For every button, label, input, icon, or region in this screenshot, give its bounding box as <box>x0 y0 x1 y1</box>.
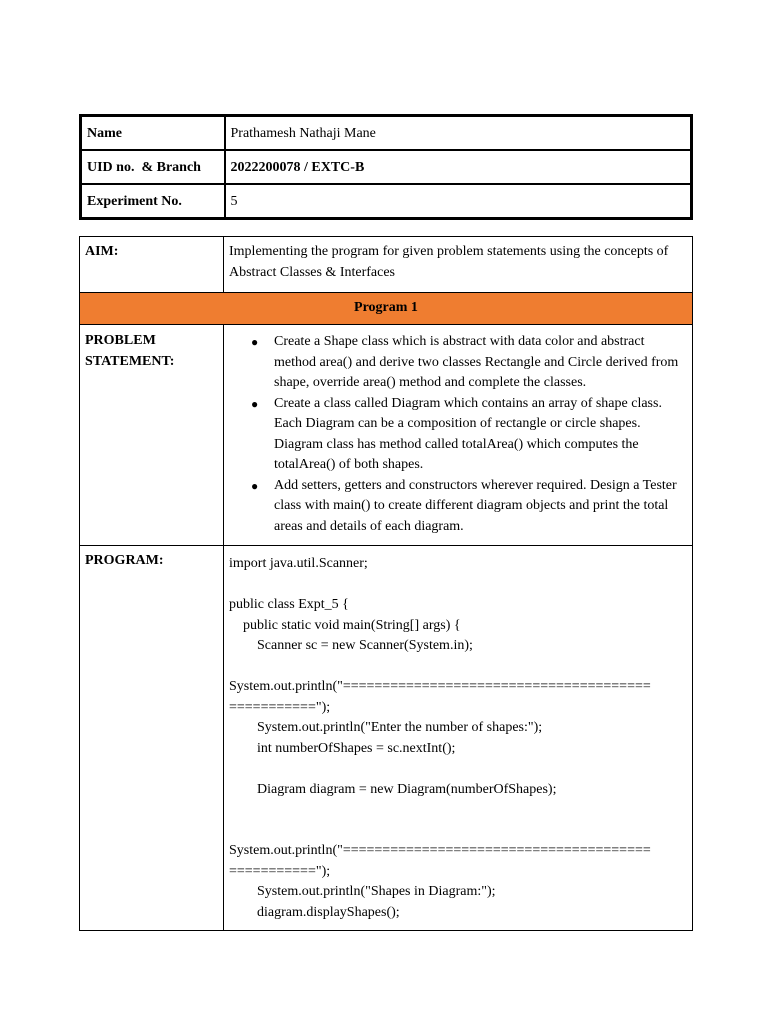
bullet-icon: ● <box>251 396 259 411</box>
program-header: Program 1 <box>80 293 693 325</box>
bullet-icon: ● <box>251 478 259 493</box>
name-row <box>81 116 692 151</box>
experiment-label: Experiment No. <box>81 184 225 219</box>
program-header-row <box>80 293 693 325</box>
code-line: System.out.println("======================================= <box>229 843 651 858</box>
code-line: System.out.println("Shapes in Diagram:"); <box>229 884 496 899</box>
bullet-text: Create a class called Diagram which contains an array of shape class. Each Diagram can be a composition of rectangle or circle shapes. Diagram class has method called totalArea() which computes the totalArea() of both shapes. <box>274 395 662 472</box>
problem-row <box>80 325 693 546</box>
aim-label: AIM: <box>80 237 224 293</box>
code-line: System.out.println("Enter the number of shapes:"); <box>229 720 543 735</box>
aim-row <box>80 237 693 293</box>
code-line: public static void main(String[] args) { <box>229 617 461 633</box>
code-line: diagram.displayShapes(); <box>229 904 400 920</box>
code-line: Diagram diagram = new Diagram(numberOfShapes); <box>229 781 557 797</box>
name-label: Name <box>81 116 225 151</box>
uid-label: UID no. & Branch <box>81 150 225 184</box>
problem-statement <box>224 325 693 546</box>
uid-value: 2022200078 / EXTC-B <box>225 150 692 184</box>
aim-value: Implementing the program for given problem statements using the concepts of Abstract Classes & Interfaces <box>224 237 693 293</box>
uid-row <box>81 150 692 184</box>
program-label: PROGRAM: <box>80 546 224 931</box>
code-line: Scanner sc = new Scanner(System.in); <box>229 638 473 653</box>
list-item <box>251 476 687 538</box>
code-line <box>229 575 687 596</box>
experiment-row <box>81 184 692 219</box>
program-row <box>80 546 693 931</box>
bullet-text: Add setters, getters and constructors wherever required. Design a Tester class with main() to create different diagram objects and print the total areas and details of each diagram. <box>274 477 677 534</box>
code-line: public class Expt_5 { <box>229 597 349 612</box>
list-item <box>251 332 687 394</box>
code-line <box>229 821 687 842</box>
code-line <box>229 759 687 780</box>
code-line: System.out.println("======================================= <box>229 679 651 694</box>
code-line: int numberOfShapes = sc.nextInt(); <box>229 740 456 756</box>
name-value: Prathamesh Nathaji Mane <box>225 116 692 151</box>
problem-label: PROBLEM STATEMENT: <box>80 325 224 546</box>
code-line: ==========="); <box>229 863 331 879</box>
problem-bullet-list <box>229 332 687 537</box>
bullet-icon: ● <box>251 335 259 349</box>
list-item <box>251 394 687 476</box>
experiment-value: 5 <box>225 184 692 219</box>
experiment-table <box>79 236 693 931</box>
student-info-table <box>79 114 693 220</box>
code-line <box>229 800 687 821</box>
program-code <box>224 546 693 931</box>
code-line <box>229 657 687 678</box>
bullet-text: Create a Shape class which is abstract with data color and abstract method area() and derive two classes Rectangle and Circle derived from shape, override area() method and complete the classes. <box>274 334 679 390</box>
code-line: ==========="); <box>229 699 331 715</box>
code-line: import java.util.Scanner; <box>229 556 368 571</box>
